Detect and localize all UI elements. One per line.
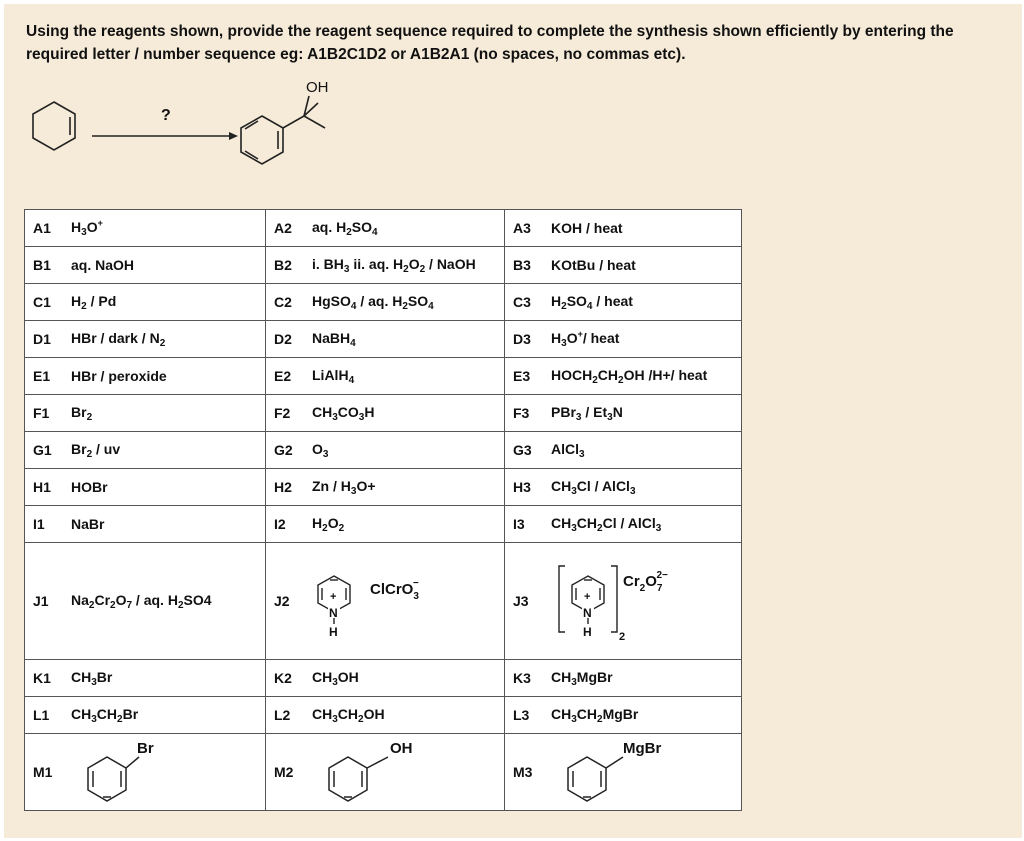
arrow-label: ? (161, 107, 171, 124)
reagent-name: $CH_3MgBr$ (547, 660, 742, 697)
reagent-name: NaBr (67, 506, 266, 543)
reagent-code: B1 (25, 247, 68, 284)
reagent-name (67, 734, 266, 811)
reagent-code: A3 (505, 210, 548, 247)
hydroxy-label: OH (390, 739, 413, 757)
reagent-code: F1 (25, 395, 68, 432)
table-row (25, 210, 742, 247)
reagent-name: KOtBu / heat (547, 247, 742, 284)
reagent-code: F2 (266, 395, 309, 432)
reagent-code: J2 (266, 543, 309, 660)
reagent-name: $CH_3Br$ (67, 660, 266, 697)
reagent-name: $CH_3CH_2MgBr$ (547, 697, 742, 734)
reagent-code: J3 (505, 543, 548, 660)
table-row (25, 358, 742, 395)
reaction-scheme (24, 74, 424, 184)
reagent-name: $H_3O^+/$ heat (547, 321, 742, 358)
cyclohexene-structure (33, 102, 75, 150)
reagent-code: H2 (266, 469, 309, 506)
reagent-name: HBr / dark / $N_2$ (67, 321, 266, 358)
table-row (25, 432, 742, 469)
reagent-code: C2 (266, 284, 309, 321)
reagent-name: $H_2O_2$ (308, 506, 505, 543)
reagent-code: K1 (25, 660, 68, 697)
reagent-name: LiAlH$_4$ (308, 358, 505, 395)
product-structure (241, 96, 325, 164)
reagent-name: $PBr_3 / Et_3N$ (547, 395, 742, 432)
reagent-code: A2 (266, 210, 309, 247)
reagent-name: $Br_2$ (67, 395, 266, 432)
reagent-name (67, 543, 266, 660)
reaction-arrow (92, 132, 238, 140)
reagent-code: A1 (25, 210, 68, 247)
table-row (25, 697, 742, 734)
reagent-name: $Zn / H_3O+$ (308, 469, 505, 506)
reagent-code: L3 (505, 697, 548, 734)
reaction-scheme-drawing (24, 74, 424, 184)
table-row (25, 321, 742, 358)
reagent-name (308, 543, 505, 660)
pyridinium-plus: + (584, 590, 591, 603)
reagent-name: aq. NaOH (67, 247, 266, 284)
reagent-name (547, 734, 742, 811)
reagent-name: $CH_3CH_2Br$ (67, 697, 266, 734)
reagent-table (24, 209, 742, 811)
pyridinium-dichromate-structure (551, 560, 731, 640)
reagent-name (308, 734, 505, 811)
bromo-label: Br (137, 739, 154, 757)
table-row (25, 734, 742, 811)
pyridinium-h: H (329, 624, 338, 639)
reagent-code: D2 (266, 321, 309, 358)
reagent-code: I2 (266, 506, 309, 543)
reagent-code: M3 (505, 734, 548, 811)
table-row (25, 469, 742, 506)
reagent-name: $CH_3Cl$ / AlCl$_3$ (547, 469, 742, 506)
bracket-subscript: 2 (619, 630, 626, 640)
pyridinium-chlorochromate-structure (312, 560, 472, 640)
reagent-code: G3 (505, 432, 548, 469)
reagent-code: K3 (505, 660, 548, 697)
reagent-code: C1 (25, 284, 68, 321)
reagent-code: B3 (505, 247, 548, 284)
reagent-name: $CH_3OH$ (308, 660, 505, 697)
reagent-name: AlCl$_3$ (547, 432, 742, 469)
reagent-code: E3 (505, 358, 548, 395)
reagent-code: L1 (25, 697, 68, 734)
reagent-name: $HOCH_2CH_2OH$ /H+/ heat (547, 358, 742, 395)
table-row (25, 506, 742, 543)
reagent-code: C3 (505, 284, 548, 321)
reagent-code: D3 (505, 321, 548, 358)
reagent-code: D1 (25, 321, 68, 358)
reagent-name (547, 543, 742, 660)
reagent-name: i. $BH_3$ ii. aq. $H_2O_2$ / NaOH (308, 247, 505, 284)
reagent-name: $H_2$ / Pd (67, 284, 266, 321)
reagent-code: F3 (505, 395, 548, 432)
bromobenzene-structure (71, 735, 181, 807)
table-row (25, 543, 742, 660)
reagent-code: G2 (266, 432, 309, 469)
reagent-code: M1 (25, 734, 68, 811)
reagent-code: H1 (25, 469, 68, 506)
reagent-name: $CH_3CO_3H$ (308, 395, 505, 432)
reagent-code: K2 (266, 660, 309, 697)
table-row (25, 284, 742, 321)
reagent-code: J1 (25, 543, 68, 660)
chlorochromate-anion: ClCrO$_3$− (370, 577, 419, 602)
table-row (25, 395, 742, 432)
mgbr-label: MgBr (623, 739, 662, 757)
reagent-code: I1 (25, 506, 68, 543)
reagent-name: $H_3O^+$ (67, 210, 266, 247)
reagent-code: G1 (25, 432, 68, 469)
pyridinium-plus: + (330, 590, 337, 603)
reagent-j1-text: $Na_2Cr_2O_7$ / aq. $H_2SO4$ (71, 591, 212, 611)
pyridinium-h: H (583, 624, 592, 639)
pyridinium-n: N (583, 605, 592, 620)
dichromate-anion: $Cr_2O_72-$ (623, 569, 668, 594)
reagent-code: M2 (266, 734, 309, 811)
phenol-structure (312, 735, 462, 807)
reagent-name: HBr / peroxide (67, 358, 266, 395)
reagent-name: $H_2SO_4$ / heat (547, 284, 742, 321)
pyridinium-n: N (329, 605, 338, 620)
reagent-name: HgSO$_4$ / aq. $H_2SO_4$ (308, 284, 505, 321)
reagent-name: $CH_3CH_2OH$ (308, 697, 505, 734)
table-row (25, 247, 742, 284)
reagent-code: E1 (25, 358, 68, 395)
question-panel (4, 4, 1022, 838)
reagent-code: E2 (266, 358, 309, 395)
question-text: Using the reagents shown, provide the reagent sequence required to complete the synthesis shown efficiently by entering the required letter / number sequence eg: A1B2C1D2 or A1B2A1 (no spaces, no commas etc). (26, 23, 954, 63)
reagent-name: $CH_3CH_2Cl$ / AlCl$_3$ (547, 506, 742, 543)
reagent-name: aq. $H_2SO_4$ (308, 210, 505, 247)
reagent-name: KOH / heat (547, 210, 742, 247)
reagent-name: $Br_2$ / uv (67, 432, 266, 469)
product-oh-label: OH (306, 79, 329, 96)
reagent-name: $O_3$ (308, 432, 505, 469)
table-row (25, 660, 742, 697)
reagent-code: I3 (505, 506, 548, 543)
phenylmagnesium-bromide-structure (551, 735, 701, 807)
reagent-name: HOBr (67, 469, 266, 506)
reagent-name: NaBH$_4$ (308, 321, 505, 358)
reagent-code: H3 (505, 469, 548, 506)
reagent-code: B2 (266, 247, 309, 284)
reagent-code: L2 (266, 697, 309, 734)
